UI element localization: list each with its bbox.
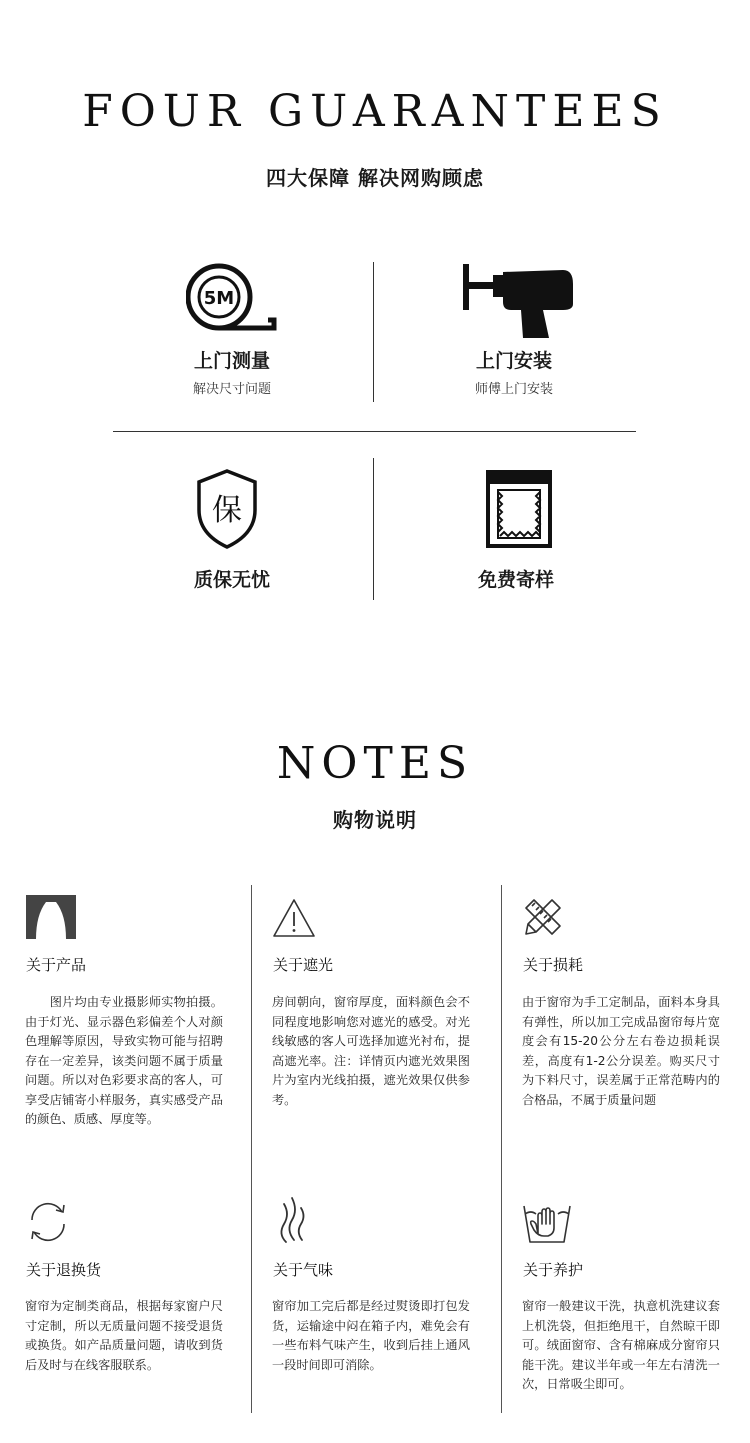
guarantee-label: 上门安装 <box>475 350 552 372</box>
notes-title: NOTES <box>276 738 474 789</box>
exchange-icon <box>26 1200 70 1244</box>
svg-text:保: 保 <box>212 493 242 528</box>
warning-icon <box>272 898 316 938</box>
svg-text:5M: 5M <box>203 288 235 309</box>
guarantees-subtitle: 四大保障 解决网购顾虑 <box>266 166 484 190</box>
ruler-pencil-icon <box>522 896 564 938</box>
note-title: 关于损耗 <box>523 956 584 974</box>
fabric-sample-icon <box>486 470 552 548</box>
shield-icon <box>195 468 259 550</box>
note-title: 关于遮光 <box>273 956 334 974</box>
tape-measure-icon <box>186 262 278 332</box>
guarantee-label: 质保无忧 <box>193 569 270 591</box>
guarantee-desc: 师傅上门安装 <box>474 382 553 397</box>
notes-divider-2 <box>501 885 502 1413</box>
note-body: 窗帘加工完后都是经过熨烫即打包发货，运输途中闷在箱子内，难免会有一些布料气味产生，收到后挂上通风一段时间即可消除。 <box>272 1299 470 1372</box>
wash-icon <box>522 1202 572 1244</box>
note-body: 图片均由专业摄影师实物拍摄。由于灯光、显示器色彩偏差个人对颜色理解等原因，导致实物可能与招聘存在一定差异，该类问题不属于质量问题。所以对色彩要求高的客人，可享受店铺寄小样服务，真实感受产品的颜色、质感、厚度等。 <box>25 995 223 1126</box>
grid-divider-horizontal <box>113 431 636 432</box>
note-title: 关于产品 <box>26 956 87 974</box>
note-body: 窗帘为定制类商品，根据每家窗户尺寸定制，所以无质量问题不接受退货或换货。如产品质量问题，请收到货后及时与在线客服联系。 <box>25 1299 223 1372</box>
note-body: 房间朝向，窗帘厚度，面料颜色会不同程度地影响您对遮光的感受。对光线敏感的客人可选择加遮光衬布，提高遮光率。注：详情页内遮光效果图片为室内光线拍摄，遮光效果仅供参考。 <box>272 995 470 1107</box>
guarantee-label: 上门测量 <box>193 350 270 372</box>
guarantee-desc: 解决尺寸问题 <box>192 382 271 397</box>
note-title: 关于退换货 <box>26 1261 102 1279</box>
guarantee-label: 免费寄样 <box>477 569 554 591</box>
note-body: 窗帘一般建议干洗，执意机洗建议套上机洗袋，但拒绝甩干，自然晾干即可。绒面窗帘、含有棉麻成分窗帘只能干洗。建议半年或一年左右清洗一次，日常吸尘即可。 <box>522 1299 720 1391</box>
grid-divider-vertical-bottom <box>373 458 374 600</box>
odor-icon <box>276 1194 310 1244</box>
note-title: 关于气味 <box>273 1261 334 1279</box>
note-title: 关于养护 <box>523 1261 584 1279</box>
note-body: 由于窗帘为手工定制品，面料本身具有弹性，所以加工完成品窗帘每片宽度会有15-20公分左右卷边损耗误差，高度有1-2公分误差。购买尺寸为下料尺寸，误差属于正常范畴内的合格品，不属于质量问题 <box>522 995 720 1107</box>
drill-icon <box>463 264 575 340</box>
guarantees-title: FOUR GUARANTEES <box>82 86 668 137</box>
notes-subtitle: 购物说明 <box>333 808 417 832</box>
grid-divider-vertical-top <box>373 262 374 402</box>
curtain-icon <box>26 895 76 939</box>
notes-divider-1 <box>251 885 252 1413</box>
